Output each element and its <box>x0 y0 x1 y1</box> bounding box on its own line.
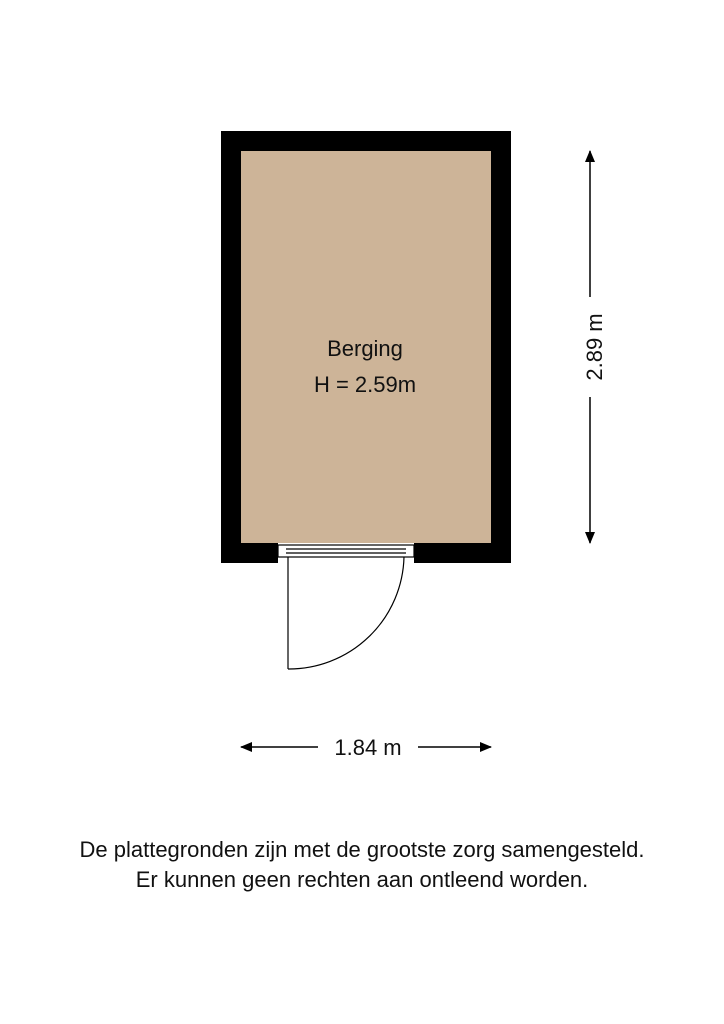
disclaimer-line-2: Er kunnen geen rechten aan ontleend worden. <box>135 867 589 892</box>
door-arc <box>288 557 404 669</box>
wall-bottom-left <box>221 543 278 563</box>
room-height: H = 2.59m <box>313 372 417 397</box>
depth-dimension-label: 2.89 m <box>582 297 608 397</box>
door-frame <box>278 545 414 557</box>
disclaimer <box>0 835 724 895</box>
wall-top <box>221 131 511 151</box>
disclaimer-line-1: De plattegronden zijn met de grootste zorg samengesteld. <box>79 837 645 862</box>
wall-bottom-right <box>414 543 511 563</box>
door-swing <box>288 557 404 669</box>
room-name: Berging <box>327 336 403 361</box>
width-dimension-label: 1.84 m <box>318 735 418 761</box>
